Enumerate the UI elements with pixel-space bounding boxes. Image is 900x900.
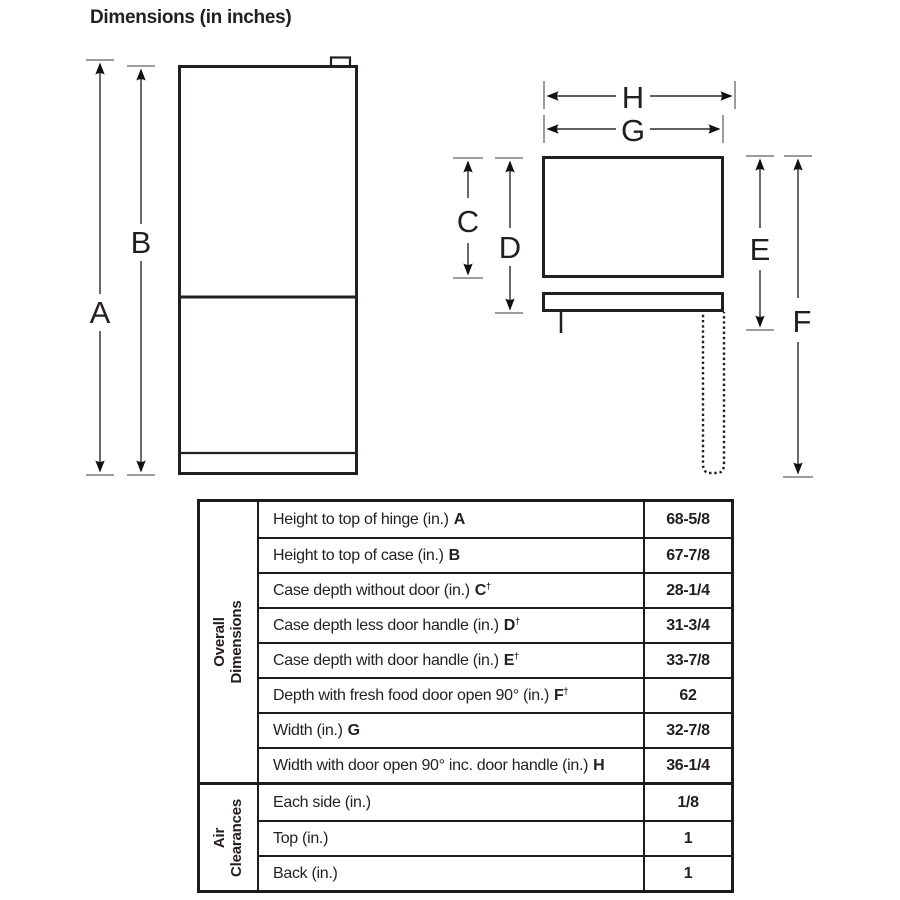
- overall-dimensions-section: [200, 502, 731, 782]
- dimension-e: [746, 156, 774, 330]
- row-value: 68-5/8: [643, 502, 731, 537]
- dim-label-c: C: [456, 204, 480, 239]
- row-label: Back (in.): [273, 864, 338, 882]
- door-outline: [544, 294, 723, 311]
- row-value: 1: [643, 857, 731, 890]
- table-row: [259, 572, 731, 607]
- dimension-a: [86, 60, 114, 475]
- section-header-label: Air Clearances: [210, 798, 245, 877]
- table-row: [259, 537, 731, 572]
- table-row: [259, 712, 731, 747]
- dim-label-b: B: [130, 225, 152, 260]
- table-row: [259, 502, 731, 537]
- dim-label-g: G: [620, 113, 646, 148]
- dimension-b: [127, 66, 155, 475]
- dimension-h: [544, 80, 735, 115]
- dimension-f: [783, 156, 813, 477]
- row-label: Case depth without door (in.) C †: [273, 581, 491, 599]
- row-label: Width with door open 90° inc. door handle (in.) H: [273, 756, 605, 774]
- page-title: Dimensions (in inches): [90, 7, 292, 28]
- table-row: [259, 855, 731, 890]
- fridge-side-view: [544, 158, 725, 474]
- row-value: 62: [643, 679, 731, 712]
- dimension-d: [495, 158, 523, 313]
- row-value: 67-7/8: [643, 539, 731, 572]
- door-open-dotted-outline: [703, 294, 724, 473]
- section-header-overall-dimensions: [200, 502, 259, 782]
- row-value: 33-7/8: [643, 644, 731, 677]
- dimensions-table: [197, 499, 734, 893]
- row-value: 28-1/4: [643, 574, 731, 607]
- row-label: Width (in.) G: [273, 721, 360, 739]
- row-value: 32-7/8: [643, 714, 731, 747]
- case-outline: [544, 158, 723, 277]
- row-value: 36-1/4: [643, 749, 731, 782]
- row-value: 1: [643, 822, 731, 855]
- fridge-front-view: [179, 58, 357, 474]
- table-row: [259, 785, 731, 820]
- section-header-label: Overall Dimensions: [210, 600, 245, 684]
- section-rows: [259, 502, 731, 782]
- air-clearances-section: [200, 782, 731, 890]
- section-rows: [259, 785, 731, 890]
- section-header-air-clearances: [200, 785, 259, 890]
- dimension-g: [544, 113, 723, 148]
- table-row: [259, 747, 731, 782]
- table-row: [259, 677, 731, 712]
- table-row: [259, 642, 731, 677]
- dim-label-h: H: [621, 80, 645, 115]
- dim-label-e: E: [749, 232, 771, 267]
- table-row: [259, 607, 731, 642]
- row-label: Each side (in.): [273, 793, 371, 811]
- row-value: 31-3/4: [643, 609, 731, 642]
- row-value: 1/8: [643, 785, 731, 820]
- row-label: Case depth with door handle (in.) E †: [273, 651, 519, 669]
- dim-label-d: D: [498, 230, 522, 265]
- row-label: Case depth less door handle (in.) D †: [273, 616, 520, 634]
- dimension-c: [453, 158, 483, 278]
- table-row: [259, 820, 731, 855]
- row-label: Top (in.): [273, 829, 329, 847]
- row-label: Height to top of hinge (in.) A: [273, 510, 465, 528]
- dim-label-f: F: [792, 304, 812, 339]
- row-label: Depth with fresh food door open 90° (in.) F †: [273, 686, 569, 704]
- row-label: Height to top of case (in.) B: [273, 546, 460, 564]
- fridge-outline: [180, 67, 357, 474]
- dim-label-a: A: [89, 295, 111, 330]
